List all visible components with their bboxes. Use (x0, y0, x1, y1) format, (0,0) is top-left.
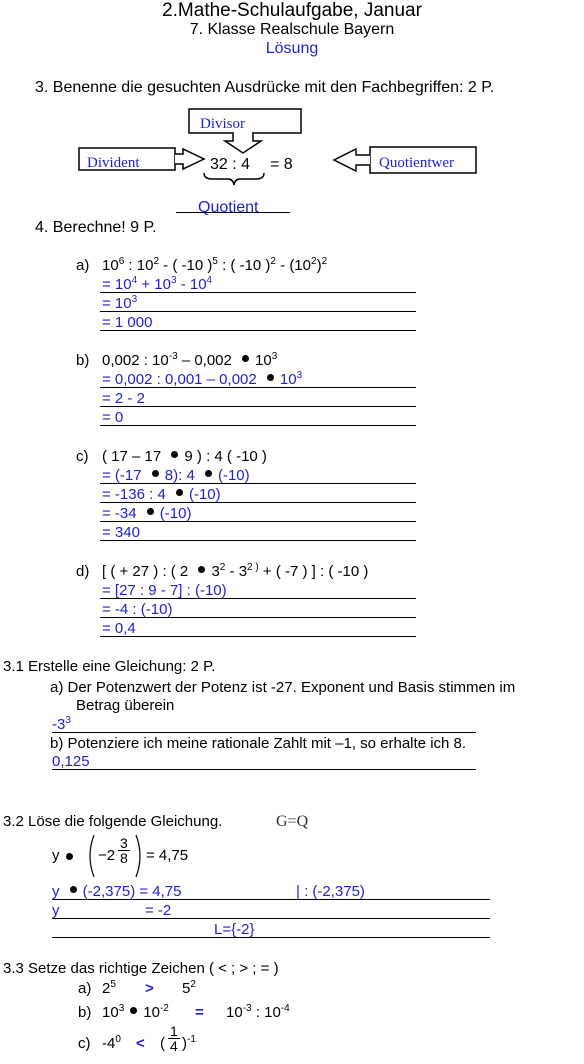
task-4c-step3: = -34 (-10) (102, 505, 192, 522)
multiply-dot-icon (242, 355, 249, 362)
multiply-dot-icon (130, 1007, 137, 1014)
answer-line (100, 292, 416, 293)
multiply-dot-icon (205, 470, 212, 477)
task-3-2-solution: L={-2} (214, 921, 255, 938)
task-4b-problem: 0,002 : $10^{-3} - 0,002$ $10^3$ (102, 351, 278, 369)
answer-line (100, 483, 416, 484)
multiply-dot-icon (66, 853, 73, 860)
task-3-3b-left: $10^3$ $10^{-2}$ (102, 1003, 169, 1021)
division-result: = 8 (270, 156, 293, 173)
task-4b-step2: = 2 - 2 (102, 390, 145, 407)
task-3-3a-right: $5^2$ (182, 979, 196, 997)
answer-line (100, 311, 416, 312)
division-expression: 32 : 4 (210, 156, 251, 173)
multiply-dot-icon (267, 374, 274, 381)
task-4d-step1: = [27 : 9 - 7] : (-10) (102, 582, 227, 599)
dividend-label: Divident (87, 155, 140, 171)
task-4b-step3: = 0 (102, 409, 124, 426)
task-3-2-step2-y: y (52, 902, 60, 919)
multiply-dot-icon (176, 489, 183, 496)
task-3-1a-text: a) Der Potenzwert der Potenz ist -27. Exponent und Basis stimmen im (50, 679, 516, 696)
mixed-fraction: $\frac{3}{8}$ (120, 835, 128, 866)
document-subtitle: 7. Klasse Realschule Bayern (189, 21, 395, 38)
task-4b-label: b) (76, 352, 90, 369)
task-4d-label: d) (76, 563, 90, 580)
task-3-3b-sign: = (195, 1004, 204, 1021)
answer-line (100, 330, 416, 331)
multiply-dot-icon (171, 451, 178, 458)
task-3-1b-answer: 0,125 (52, 753, 90, 770)
task-4a-step1: = $10^4 + 10^3 - 10^4$ (102, 275, 213, 293)
answer-line (100, 406, 416, 407)
answer-line (100, 540, 416, 541)
answer-line (52, 769, 476, 770)
task-4a-step3: = 1 000 (102, 314, 153, 331)
multiply-dot-icon (198, 566, 205, 573)
task-4c-label: c) (76, 448, 89, 465)
task-3-3b-right: $10^{-3}$ : $10^{-4}$ (226, 1003, 290, 1021)
task-3-1-heading: 3.1 Erstelle eine Gleichung: 2 P. (3, 658, 216, 675)
task-4a-problem: $10^6$ : $10^2$ - ( -10 )$^5$ : ( -10 )$^2 - (10^2)^2$ (102, 256, 328, 274)
answer-line (52, 732, 476, 733)
task-3-3a-sign: > (145, 980, 154, 997)
answer-line (100, 598, 416, 599)
task-3-2-step1-op: | : (-2,375) (296, 883, 365, 900)
answer-line (52, 899, 490, 900)
task-4d-step2: = -4 : (-10) (102, 601, 173, 618)
task-3-3b-label: b) (78, 1004, 92, 1021)
document-title: 2.Mathe-Schulaufgabe, Januar (162, 0, 422, 21)
task-3-1b-text: b) Potenziere ich meine rationale Zahlt mit –1, so erhalte ich 8. (50, 735, 467, 752)
task-4d-problem: [ ( + 27 ) : ( 2 $3^2 - 3^{2 )}$ + ( -7 ) ] : ( -10 ) (102, 562, 369, 580)
task-4c-problem: ( 17 – 17 9 ) : 4 ( -10 ) (102, 448, 267, 465)
task-4b-step1: = 0,002 : 0,001 – 0,002 $10^3$ (102, 370, 303, 388)
equation-y: y (52, 847, 60, 864)
task-4a-label: a) (76, 257, 90, 274)
task-3-2-step1: y (-2,375) = 4,75 (52, 883, 182, 900)
domain-label: G=Q (276, 813, 309, 830)
task-3-3-heading: 3.3 Setze das richtige Zeichen ( < ; > ; = ) (3, 960, 279, 977)
multiply-dot-icon (70, 886, 77, 893)
task-3-3c-label: c) (78, 1035, 91, 1052)
quotientwert-label: Quotientwer (379, 155, 454, 171)
mixed-whole: −2 (98, 847, 116, 864)
task-4c-step4: = 340 (102, 524, 140, 541)
quotient-underline (176, 212, 290, 213)
answer-line (52, 937, 490, 938)
answer-line (100, 617, 416, 618)
answer-line (100, 387, 416, 388)
multiply-dot-icon (152, 470, 159, 477)
task-3-3a-left: $2^5$ (102, 979, 116, 997)
task-3-3a-label: a) (78, 980, 92, 997)
answer-line (100, 521, 416, 522)
task-3-3c-close: )$^{-1}$ (182, 1034, 196, 1052)
task-4c-step1: = (-17 8): 4 (-10) (102, 467, 250, 484)
multiply-dot-icon (147, 508, 154, 515)
task-3-heading: 3. Benenne die gesuchten Ausdrücke mit den Fachbegriffen: 2 P. (35, 79, 495, 96)
answer-line (100, 502, 416, 503)
task-3-2-step2-val: = -2 (145, 902, 172, 919)
divisor-label: Divisor (200, 116, 245, 132)
loesung-label: Lösung (265, 40, 319, 57)
quotient-label: Quotient (198, 199, 259, 216)
task-3-3c-fraction: $\frac{1}{4}$ (170, 1023, 178, 1054)
task-4-heading: 4. Berechne! 9 P. (35, 219, 157, 236)
task-3-3c-open: ( (160, 1035, 165, 1052)
task-3-3c-sign: < (136, 1035, 145, 1052)
task-3-2-heading: 3.2 Löse die folgende Gleichung. (3, 813, 223, 830)
answer-line (100, 636, 416, 637)
task-3-3c-left: $-4^0$ (102, 1034, 121, 1052)
task-4d-step3: = 0,4 (102, 620, 136, 637)
task-3-1a-answer: $-3^3$ (52, 715, 71, 733)
task-3-1a-text-2: Betrag überein (76, 697, 175, 714)
answer-line (52, 918, 490, 919)
equation-rhs: = 4,75 (146, 847, 189, 864)
task-4c-step2: = -136 : 4 (-10) (102, 486, 221, 503)
answer-line (100, 425, 416, 426)
task-4a-step2: = $10^3$ (102, 294, 138, 312)
